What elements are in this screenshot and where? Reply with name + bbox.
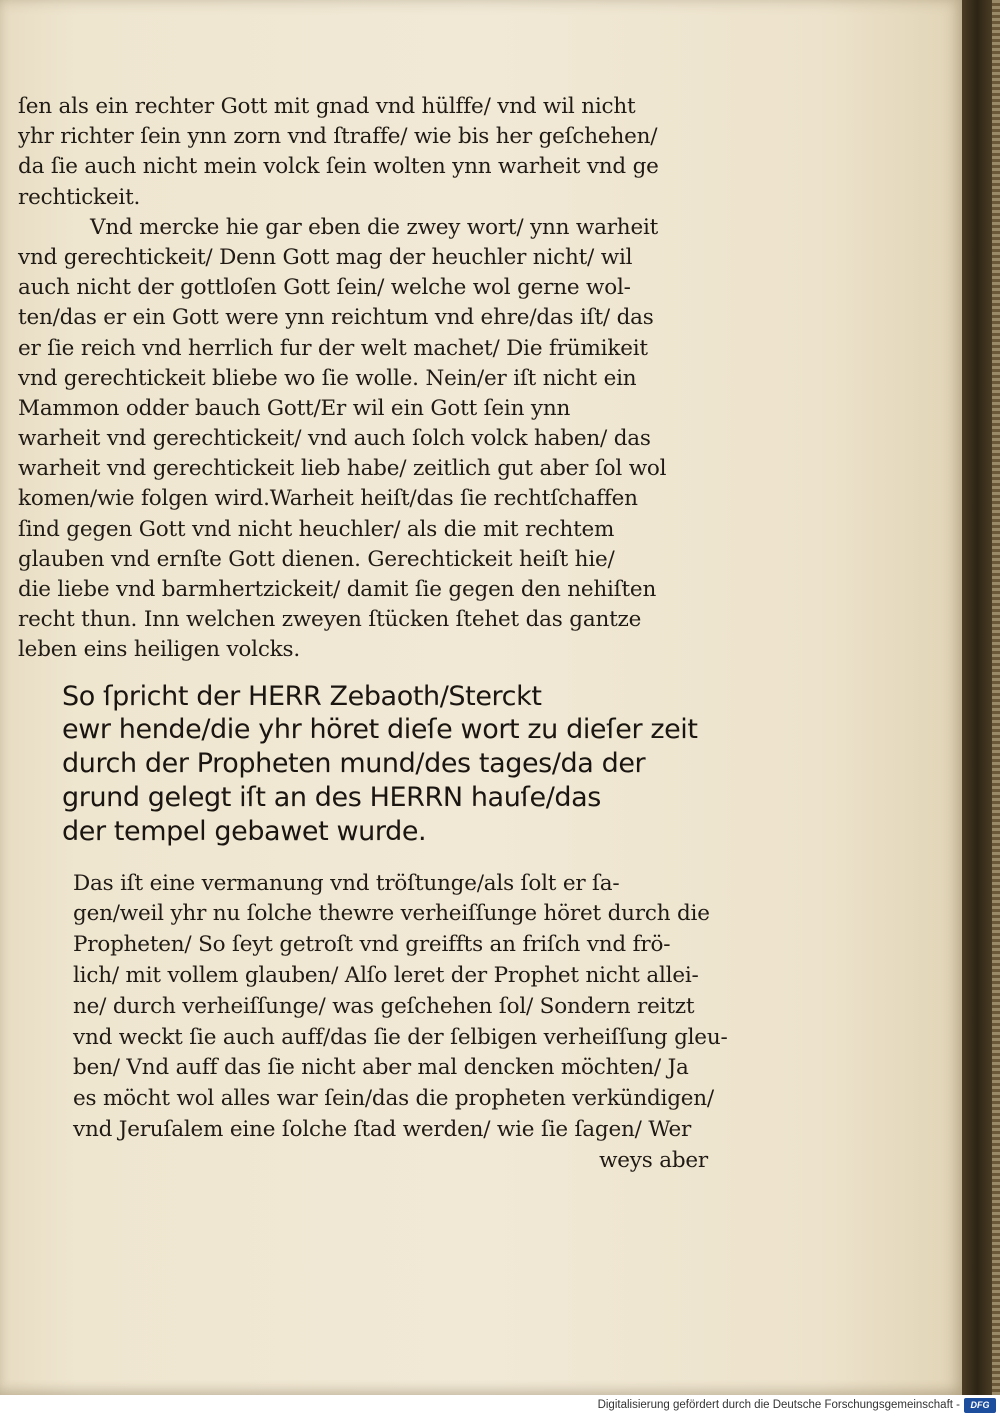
text-line: leben eins heiligen volcks. [18, 637, 300, 663]
verse-line: der tempel gebawet wurde. [62, 815, 427, 847]
text-line: ben/ Vnd auff das ſie nicht aber mal dencken möchten/ Ja [73, 1055, 689, 1081]
text-line: die liebe vnd barmhertzickeit/ damit ſie gegen den nehiſten [18, 577, 657, 602]
text-line: warheit vnd gerechtickeit/ vnd auch ſolch volck haben/ das [18, 426, 651, 452]
dfg-logo: DFG [964, 1398, 996, 1413]
text-line: warheit vnd gerechtickeit lieb habe/ zeitlich gut aber ſol wol [18, 456, 667, 482]
text-line: komen/wie folgen wird.Warheit heiſt/das ſie rechtſchaffen [18, 486, 638, 512]
text-line: da ſie auch nicht mein volck ſein wolten ynn warheit vnd ge [18, 154, 659, 180]
text-line: vnd Jeruſalem eine ſolche ſtad werden/ wie ſie ſagen/ Wer [73, 1116, 692, 1142]
text-line: vnd gerechtickeit bliebe wo ſie wolle. Nein/er iſt nicht ein [18, 365, 637, 391]
verse-line: So ſpricht der HERR Zebaoth/Sterckt [62, 680, 542, 712]
verse-line: durch der Propheten mund/des tages/da der [62, 748, 646, 780]
text-line: Mammon odder bauch Gott/Er wil ein Gott ſein ynn [18, 395, 571, 421]
text-line: Propheten/ So ſeyt getroſt vnd greiffts an friſch vnd frö- [73, 932, 671, 958]
footer [0, 1395, 1000, 1417]
text-line: er ſie reich vnd herrlich fur der welt machet/ Die frümikeit [18, 335, 648, 361]
text-line: rechtickeit. [18, 184, 141, 210]
catchword: weys aber [599, 1147, 708, 1173]
text-line: lich/ mit vollem glauben/ Alſo leret der Prophet nicht allei- [73, 962, 699, 988]
verse-line: ewr hende/die yhr höret dieſe wort zu dieſer zeit [62, 714, 698, 746]
text-line: ten/das er ein Gott were ynn reichtum vnd ehre/das iſt/ das [18, 305, 654, 331]
text-line: Vnd mercke hie gar eben die zwey wort/ ynn warheit [90, 214, 659, 240]
paragraph-2 [18, 213, 708, 666]
text-line: glauben vnd ernſte Gott dienen. Gerechtickeit heiſt hie/ [18, 546, 615, 572]
bible-verse [18, 680, 708, 849]
paragraph-1 [18, 92, 708, 213]
text-line: vnd gerechtickeit/ Denn Gott mag der heuchler nicht/ wil [18, 244, 633, 270]
text-line: vnd weckt ſie auch auff/das ſie der ſelbigen verheiſſung gleu- [73, 1024, 728, 1050]
text-line: ne/ durch verheiſſunge/ was geſchehen ſol/ Sondern reitzt [73, 993, 695, 1019]
text-line: auch nicht der gottloſen Gott ſein/ welche wol gerne wol- [18, 275, 631, 301]
text-line: yhr richter ſein ynn zorn vnd ſtraffe/ wie bis her geſchehen/ [18, 124, 658, 150]
text-line: Das iſt eine vermanung vnd tröſtunge/als ſolt er ſa- [73, 870, 620, 896]
text-line: ſen als ein rechter Gott mit gnad vnd hülffe/ vnd wil nicht [18, 94, 636, 119]
funding-notice: Digitalisierung gefördert durch die Deutsche Forschungsgemeinschaft - [597, 1399, 960, 1411]
page-text [18, 92, 728, 1177]
page-edge-stripe [992, 0, 1000, 1395]
text-line: ſind gegen Gott vnd nicht heuchler/ als die mit rechtem [18, 516, 615, 542]
text-line: recht thun. Inn welchen zweyen ſtücken ſtehet das gantze [18, 607, 642, 633]
text-line: gen/weil yhr nu ſolche thewre verheiſſunge höret durch die [73, 901, 710, 927]
paragraph-3 [18, 869, 728, 1177]
verse-line: grund gelegt iſt an des HERRN hauſe/das [62, 781, 601, 813]
text-line: es möcht wol alles war ſein/das die propheten verkündigen/ [73, 1086, 714, 1112]
